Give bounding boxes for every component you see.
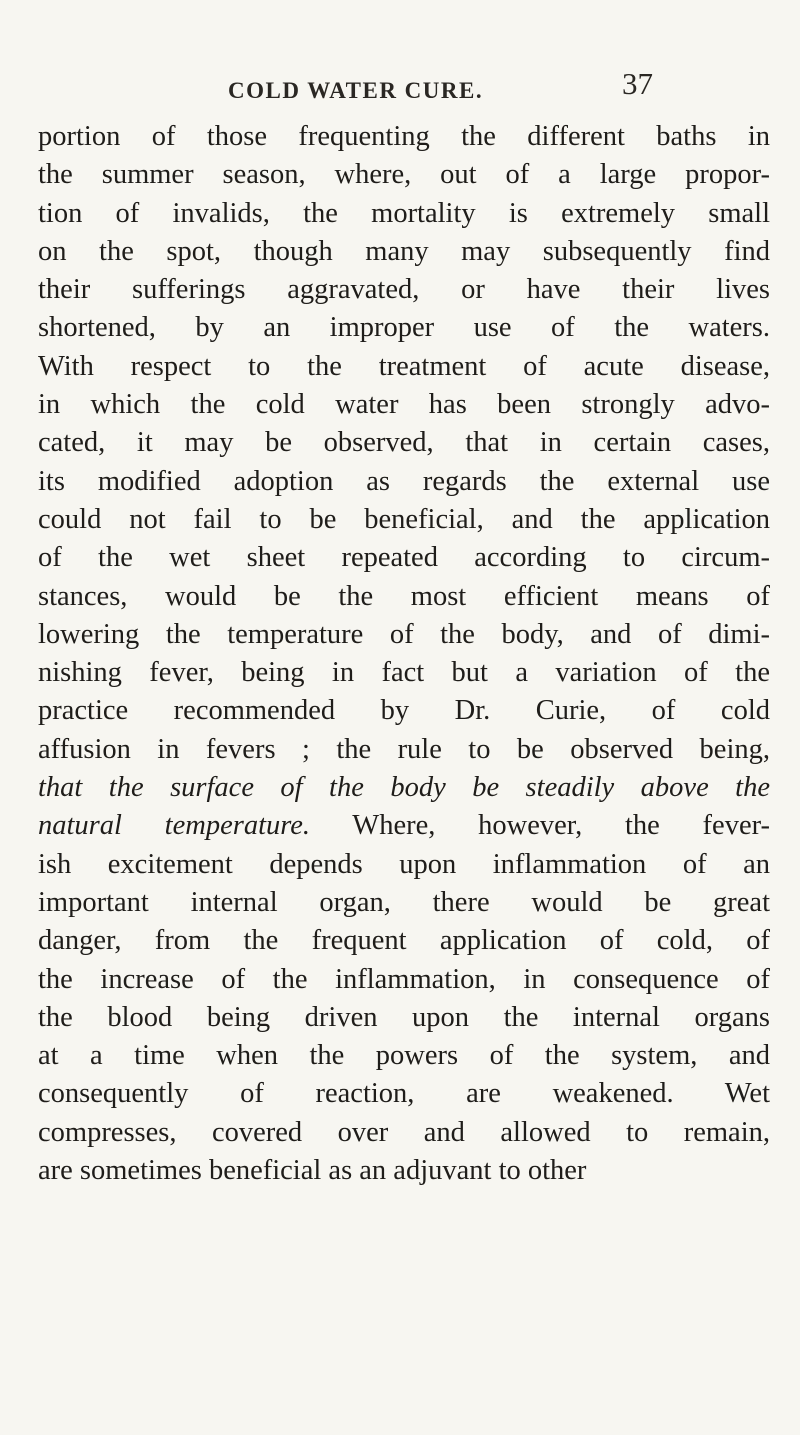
text-line (38, 1075, 770, 1113)
text-line (38, 884, 770, 922)
text-segment: at a time when the powers of the system, and (38, 1040, 770, 1072)
text-line (38, 1152, 770, 1190)
text-line (38, 424, 770, 462)
text-segment: the blood being driven upon the internal organs (38, 1001, 770, 1033)
text-line (38, 922, 770, 960)
page-number: 37 (622, 66, 653, 101)
text-line (38, 309, 770, 347)
text-line (38, 539, 770, 577)
text-segment: of the wet sheet repeated according to circum- (38, 542, 770, 574)
text-segment: compresses, covered over and allowed to remain, (38, 1116, 770, 1148)
text-segment: consequently of reaction, are weakened. Wet (38, 1078, 770, 1110)
text-line (38, 692, 770, 730)
text-line (38, 156, 770, 194)
italic-text-segment: natural temperature. (38, 810, 311, 842)
text-segment: portion of those frequenting the different baths in (38, 121, 770, 152)
text-line (38, 348, 770, 386)
text-segment: could not fail to be beneficial, and the application (38, 503, 770, 535)
text-segment: nishing fever, being in fact but a variation of the (38, 657, 770, 689)
text-line (38, 463, 770, 501)
text-segment: tion of invalids, the mortality is extremely small (38, 197, 770, 229)
text-segment: With respect to the treatment of acute disease, (38, 350, 770, 382)
text-segment: the increase of the inflammation, in consequence of (38, 963, 770, 995)
text-segment: on the spot, though many may subsequently find (38, 235, 770, 267)
text-segment: in which the cold water has been strongly advo- (38, 389, 770, 421)
text-segment: are sometimes beneficial as an adjuvant to other (38, 1155, 587, 1187)
text-line (38, 961, 770, 999)
text-line (38, 1114, 770, 1152)
text-line (38, 501, 770, 539)
text-segment: stances, would be the most efficient means of (38, 580, 770, 612)
text-segment: lowering the temperature of the body, and of dimi- (38, 618, 770, 650)
running-head-title: COLD WATER CURE. (228, 78, 484, 103)
text-line (38, 846, 770, 884)
text-line (38, 731, 770, 769)
text-line (38, 578, 770, 616)
text-segment: cated, it may be observed, that in certain cases, (38, 427, 770, 459)
text-line (38, 769, 770, 807)
text-segment: shortened, by an improper use of the waters. (38, 312, 770, 344)
italic-text-segment: that the surface of the body be steadily above the (38, 772, 770, 804)
text-line (38, 233, 770, 271)
text-segment: the summer season, where, out of a large propor- (38, 159, 770, 191)
text-segment: their sufferings aggravated, or have their lives (38, 274, 770, 306)
text-segment: its modified adoption as regards the external use (38, 465, 770, 497)
text-line (38, 616, 770, 654)
text-line (38, 807, 770, 845)
text-line (38, 118, 770, 156)
text-segment: practice recommended by Dr. Curie, of cold (38, 695, 770, 727)
body-text (38, 118, 770, 1190)
text-segment: Where, however, the fever- (310, 810, 770, 842)
text-line (38, 1037, 770, 1075)
text-segment: important internal organ, there would be great (38, 886, 770, 918)
text-line (38, 195, 770, 233)
text-segment: affusion in fevers ; the rule to be observed being, (38, 733, 770, 765)
text-segment: ish excitement depends upon inflammation of an (38, 848, 770, 880)
text-segment: danger, from the frequent application of cold, of (38, 925, 770, 957)
text-line (38, 654, 770, 692)
text-line (38, 999, 770, 1037)
text-line (38, 271, 770, 309)
text-line (38, 386, 770, 424)
